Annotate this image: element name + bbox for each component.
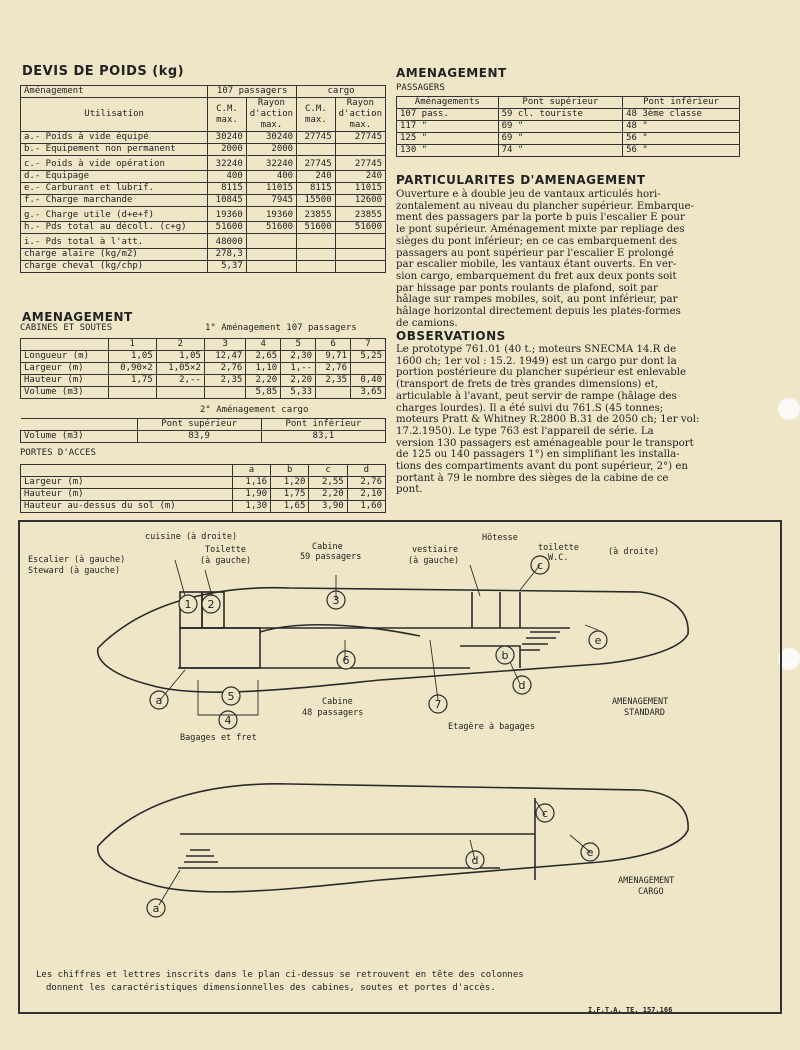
- devis-cell: 8115: [208, 183, 247, 195]
- suite-cell: 107 pass.: [397, 109, 499, 121]
- particularites-line: de camions.: [396, 317, 458, 329]
- devis-cell: 27745: [335, 156, 385, 171]
- shelf: [260, 625, 420, 636]
- cab-cell: 2,20: [246, 375, 281, 387]
- devis-cell: 11015: [335, 183, 385, 195]
- cab-cell: 2,76: [204, 363, 245, 375]
- portes-cell: 1,60: [347, 501, 385, 513]
- observations-line: 17.2.1950). Le type 763 est l'appareil de série. La: [396, 425, 654, 437]
- observations-line: tions des compartiments avant du pont supérieur, 2°) en: [396, 461, 688, 473]
- portes-row-label: Largeur (m): [21, 477, 233, 489]
- label-cabine59: Cabine: [312, 542, 343, 552]
- amen-suite-title-text: AMENAGEMENT: [396, 66, 507, 80]
- devis-row-label: b.- Equipement non permanent: [21, 144, 208, 156]
- cab-header: 1: [108, 339, 156, 351]
- suite-cell: 117 ": [397, 121, 499, 133]
- portes-cell: 1,30: [232, 501, 270, 513]
- cab-cell: 2,76: [316, 363, 351, 375]
- stairs: [520, 632, 560, 650]
- devis-cell: 240: [335, 171, 385, 183]
- label-toilette: Toilette: [205, 545, 246, 555]
- label-cabine48: Cabine: [322, 697, 353, 707]
- document-ref: I.F.T.A. TE. 157.166: [588, 1006, 673, 1014]
- label-hotesse: Hôtesse: [482, 533, 518, 543]
- portes-cell: 2,20: [309, 489, 347, 501]
- portes-header: b: [271, 465, 309, 477]
- label-wc: W.C.: [548, 553, 569, 563]
- devis-cell: 30240: [208, 132, 247, 144]
- suite-cell: 59 cl. touriste: [498, 109, 623, 121]
- cab-cell: 5,33: [281, 387, 316, 399]
- devis-header-rayon: Rayon d'action max.: [335, 98, 385, 132]
- cab-cell: 1,05: [156, 351, 204, 363]
- marker-d-label: d: [518, 679, 526, 692]
- devis-cell: 48000: [208, 234, 247, 249]
- label-vestiaire: vestiaire: [412, 545, 459, 555]
- label-vestiaire-side: (à gauche): [408, 556, 460, 566]
- devis-header-amenagement: Aménagement: [21, 86, 208, 98]
- observations-line: pont.: [396, 484, 423, 496]
- cab-cell: 0,90×2: [108, 363, 156, 375]
- cargo-marker-a-label: a: [152, 902, 160, 915]
- suite-cell: 56 ": [623, 145, 740, 157]
- portes-row-label: Hauteur (m): [21, 489, 233, 501]
- portes-header: c: [309, 465, 347, 477]
- devis-cell: 23855: [335, 207, 385, 222]
- observations-line: version 130 passagers est aménageable pour le transport: [396, 437, 694, 449]
- particularites-line: sion cargo, embarquement du fret aux deux ponts soit: [396, 270, 677, 282]
- label-toilette-side: (à gauche): [200, 556, 252, 566]
- label-amen-std: AMENAGEMENT: [612, 697, 669, 707]
- cab-cell: 2,65: [246, 351, 281, 363]
- devis-cell: 51600: [246, 222, 296, 234]
- devis-row-label: e.- Carburant et lubrif.: [21, 183, 208, 195]
- marker-b-label: b: [501, 649, 509, 662]
- particularites-line: le pont supérieur. Aménagement mixte par repliage des: [396, 224, 685, 236]
- suite-cell: 48 3ème classe: [623, 109, 740, 121]
- devis-cell: 51600: [335, 222, 385, 234]
- devis-cell: 27745: [335, 132, 385, 144]
- observations-line: articulable à l'avant, peut servir de rampe (hâlage des: [396, 390, 677, 402]
- label-toilette-wc: toilette: [538, 543, 579, 553]
- cab-cell: 2,35: [204, 375, 245, 387]
- label-a-droite: (à droite): [608, 547, 660, 557]
- particularites-line: zontalement au niveau du plancher supérieur. Embarque-: [396, 200, 694, 212]
- cab-cell: 9,71: [316, 351, 351, 363]
- devis-row-label: d.- Equipage: [21, 171, 208, 183]
- cargo-marker-e-label: e: [586, 846, 594, 859]
- devis-cell: 10845: [208, 195, 247, 207]
- label-steward: Steward (à gauche): [28, 566, 121, 576]
- cab-cell: 1,10: [246, 363, 281, 375]
- amen-suite-sub: PASSAGERS: [396, 83, 445, 93]
- cargo-stairs: [184, 850, 218, 862]
- devis-cell: 23855: [297, 207, 336, 222]
- devis-cell: 15500: [297, 195, 336, 207]
- observations-line: 1600 ch; 1er vol : 15.2. 1949) est un cargo pur dont la: [396, 355, 677, 367]
- devis-header-cm: C.M. max.: [208, 98, 247, 132]
- devis-header-cargo: cargo: [297, 86, 386, 98]
- particularites-line: hâlage horizontal directement depuis les plates-formes: [396, 306, 681, 318]
- label-cabine59-pax: 59 passagers: [300, 552, 362, 562]
- cab-cell: 1,--: [281, 363, 316, 375]
- portes-row-label: Hauteur au-dessus du sol (m): [21, 501, 233, 513]
- marker-e-label: e: [594, 634, 602, 647]
- marker-a-label: a: [155, 694, 163, 707]
- label-amen-cargo: AMENAGEMENT: [618, 876, 675, 886]
- devis-cell: 2000: [208, 144, 247, 156]
- suite-cell: 56 ": [623, 133, 740, 145]
- devis-cell: 27745: [297, 156, 336, 171]
- cab-cell: 1,05: [108, 351, 156, 363]
- label-cuisine: cuisine (à droite): [145, 532, 238, 542]
- particularites-line: par hissage par ponts roulants de plafond, soit par: [396, 282, 658, 294]
- cab-cell: 1,75: [108, 375, 156, 387]
- cab-cell: 1,05×2: [156, 363, 204, 375]
- portes-cell: 2,55: [309, 477, 347, 489]
- cab-cell: 0,40: [351, 375, 386, 387]
- observations-title: OBSERVATIONS: [396, 329, 506, 343]
- cab-cell: 12,47: [204, 351, 245, 363]
- portes-title: PORTES D'ACCES: [20, 448, 96, 458]
- cab-cell: 2,30: [281, 351, 316, 363]
- observations-line: portant à 79 le nombre des sièges de la cabine de ce: [396, 472, 669, 484]
- suite-header: Aménagements: [397, 97, 499, 109]
- label-escalier: Escalier (à gauche): [28, 555, 126, 565]
- particularites-line: par escalier mobile, les vantaux étant ouverts. En ver-: [396, 259, 677, 271]
- observations-line: de 125 ou 140 passagers 1°) en simplifiant les installa-: [396, 449, 680, 461]
- devis-title: DEVIS DE POIDS (kg): [22, 64, 185, 79]
- cab-cell: 5,25: [351, 351, 386, 363]
- devis-cell: 8115: [297, 183, 336, 195]
- suite-cell: 125 ": [397, 133, 499, 145]
- cab-header: 7: [351, 339, 386, 351]
- observations-line: charges lourdes). Il a été suivi du 761.S (45 tonnes;: [396, 402, 664, 414]
- devis-cell: 19360: [208, 207, 247, 222]
- particularites-title: PARTICULARITES D'AMENAGEMENT: [396, 173, 646, 187]
- suite-cell: 74 ": [498, 145, 623, 157]
- marker-1-label: 1: [184, 598, 192, 611]
- devis-header-rayon: Rayon d'action max.: [246, 98, 296, 132]
- suite-cell: 69 ": [498, 133, 623, 145]
- cab-header: 5: [281, 339, 316, 351]
- marker-5-label: 5: [227, 690, 235, 703]
- cabines-sub: CABINES ET SOUTES: [20, 323, 113, 333]
- portes-header: a: [232, 465, 270, 477]
- devis-row-label: i.- Pds total à l'att.: [21, 234, 208, 249]
- label-etagere: Etagère à bagages: [448, 722, 535, 732]
- devis-cell: 32240: [208, 156, 247, 171]
- label-bagages: Bagages et fret: [180, 733, 257, 743]
- cargo-marker-c-label: c: [541, 807, 549, 820]
- cab-header: 2: [156, 339, 204, 351]
- cab-row-label: Hauteur (m): [21, 375, 109, 387]
- devis-row-label: charge alaire (kg/m2): [21, 249, 208, 261]
- devis-cell: 30240: [246, 132, 296, 144]
- suite-header: Pont supérieur: [498, 97, 623, 109]
- cab-row-label: Volume (m3): [21, 387, 109, 399]
- devis-cell: 19360: [246, 207, 296, 222]
- label-amen-std2: STANDARD: [624, 708, 665, 718]
- marker-6-label: 6: [342, 654, 350, 667]
- cab-header: 3: [204, 339, 245, 351]
- devis-cell: 11015: [246, 183, 296, 195]
- marker-4-label: 4: [224, 714, 232, 727]
- devis-cell: 278,3: [208, 249, 247, 261]
- suite-cell: 48 ": [623, 121, 740, 133]
- devis-cell: 2000: [246, 144, 296, 156]
- devis-row-label: f.- Charge marchande: [21, 195, 208, 207]
- devis-cell: 7945: [246, 195, 296, 207]
- marker-7-label: 7: [434, 698, 442, 711]
- devis-row-label: c.- Poids à vide opération: [21, 156, 208, 171]
- devis-cell: 12600: [335, 195, 385, 207]
- portes-header: d: [347, 465, 385, 477]
- observations-line: Le prototype 761.01 (40 t.; moteurs SNECMA 14.R de: [396, 344, 677, 355]
- cabines-title: AMENAGEMENT: [22, 310, 133, 324]
- observations-line: moteurs Pratt & Whitney R.2800 B.31 de 2050 ch; 1er vol:: [396, 414, 700, 426]
- label-cabine48-pax: 48 passagers: [302, 708, 364, 718]
- particularites-line: passagers au pont supérieur par l'escalier E prolongé: [396, 247, 674, 259]
- suite-header: Pont inférieur: [623, 97, 740, 109]
- portes-cell: 2,76: [347, 477, 385, 489]
- devis-cell: 240: [297, 171, 336, 183]
- cargo-marker-d-label: d: [471, 854, 479, 867]
- diagram-note-1: Les chiffres et lettres inscrits dans le plan ci-dessus se retrouvent en tête des colonnes: [36, 970, 524, 980]
- cargo-col-inf: Pont inférieur: [261, 419, 385, 431]
- devis-row-label: g.- Charge utile (d+e+f): [21, 207, 208, 222]
- portes-cell: 1,75: [271, 489, 309, 501]
- particularites-line: sièges du pont inférieur; en ce cas embarquement des: [396, 235, 677, 247]
- portes-cell: 2,10: [347, 489, 385, 501]
- particularites-line: Ouverture e à double jeu de vantaux articulés hori-: [396, 189, 661, 200]
- devis-header-utilisation: Utilisation: [21, 98, 208, 132]
- devis-cell: 27745: [297, 132, 336, 144]
- devis-cell: 32240: [246, 156, 296, 171]
- cab-cell: 5,85: [246, 387, 281, 399]
- cab-cell: 2,35: [316, 375, 351, 387]
- particularites-line: ment des passagers par la porte b puis l'escalier E pour: [396, 212, 685, 224]
- devis-row-label: charge cheval (kg/chp): [21, 261, 208, 273]
- portes-cell: 1,16: [232, 477, 270, 489]
- observations-line: portion postérieure du plancher supérieur est enlevable: [396, 367, 687, 379]
- portes-cell: 1,20: [271, 477, 309, 489]
- vestiaire-box: [472, 592, 520, 628]
- devis-cell: 51600: [208, 222, 247, 234]
- devis-cell: 400: [208, 171, 247, 183]
- devis-cell: 5,37: [208, 261, 247, 273]
- devis-row-label: h.- Pds total au décoll. (c+g): [21, 222, 208, 234]
- devis-header-107: 107 passagers: [208, 86, 297, 98]
- cab-header: 6: [316, 339, 351, 351]
- portes-cell: 3,90: [309, 501, 347, 513]
- devis-header-cm: C.M. max.: [297, 98, 336, 132]
- cargo-col-sup: Pont supérieur: [137, 419, 261, 431]
- cab-row-label: Longueur (m): [21, 351, 109, 363]
- cab-header: 4: [246, 339, 281, 351]
- cargo-val-inf: 83,1: [261, 431, 385, 443]
- cab-cell: 2,20: [281, 375, 316, 387]
- cargo-row-label: Volume (m3): [21, 431, 138, 443]
- suite-cell: 69 ": [498, 121, 623, 133]
- devis-cell: 51600: [297, 222, 336, 234]
- cabines-head2: 2° Aménagement cargo: [200, 405, 309, 415]
- marker-2-label: 2: [207, 598, 215, 611]
- portes-cell: 1,65: [271, 501, 309, 513]
- fuselage-cargo-outline: [98, 784, 688, 892]
- label-amen-cargo2: CARGO: [638, 887, 664, 897]
- cab-cell: 2,--: [156, 375, 204, 387]
- marker-c-label: c: [536, 559, 544, 572]
- marker-3-label: 3: [332, 594, 340, 607]
- portes-cell: 1,90: [232, 489, 270, 501]
- devis-row-label: a.- Poids à vide équipé: [21, 132, 208, 144]
- cabines-head1: 1° Aménagement 107 passagers: [205, 323, 357, 333]
- devis-cell: 400: [246, 171, 296, 183]
- observations-line: (transport de frets de très grandes dimensions) et,: [396, 379, 658, 391]
- cab-cell: 3,65: [351, 387, 386, 399]
- lower-compartment: [180, 628, 260, 668]
- cab-row-label: Largeur (m): [21, 363, 109, 375]
- cargo-val-sup: 83,9: [137, 431, 261, 443]
- suite-cell: 130 ": [397, 145, 499, 157]
- particularites-line: hâlage sur rampes mobiles, soit, au pont inférieur, par: [396, 294, 678, 306]
- diagram-note-2: donnent les caractéristiques dimensionnelles des cabines, soutes et portes d'accès.: [46, 983, 496, 993]
